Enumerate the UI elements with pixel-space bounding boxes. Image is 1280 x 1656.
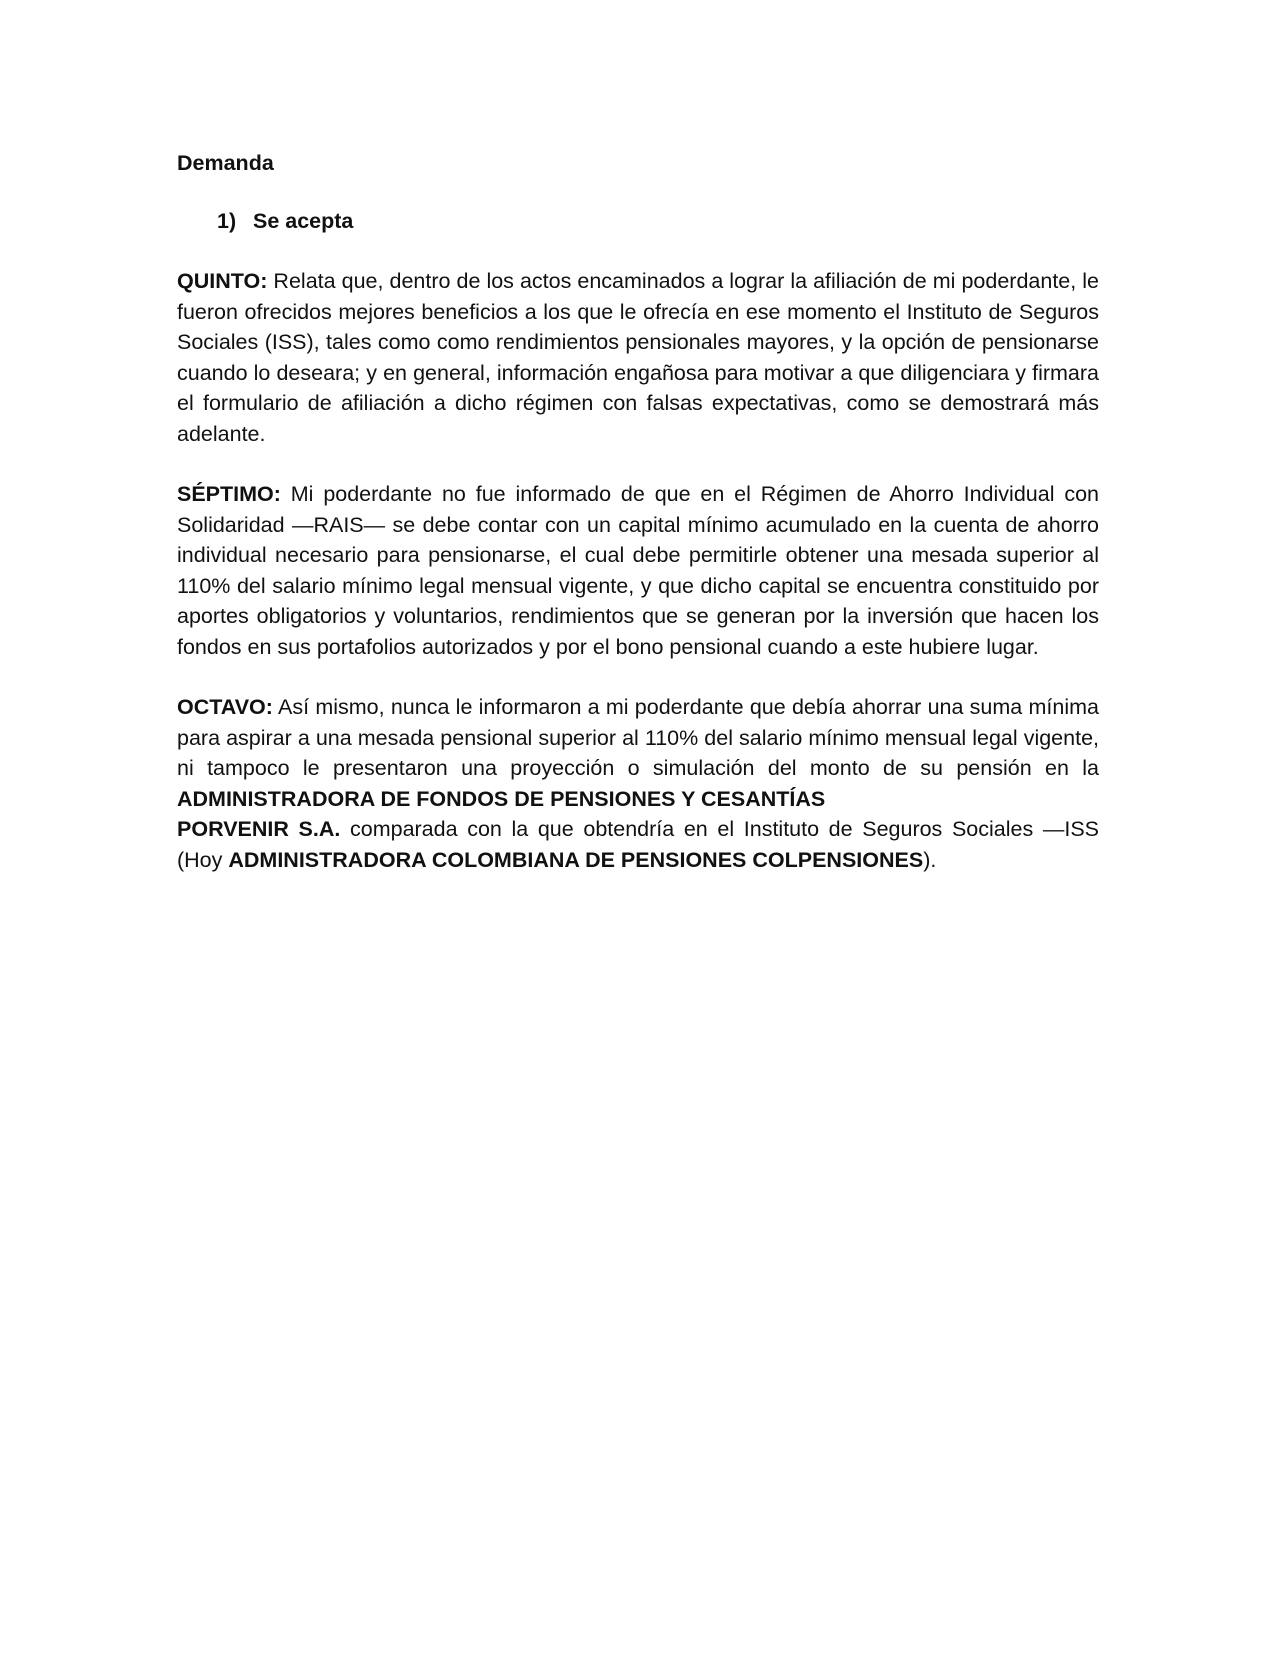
list-text: Se acepta	[253, 208, 354, 233]
section-heading: Demanda	[177, 151, 274, 175]
paragraph-septimo	[177, 479, 1099, 662]
paragraph-text: Mi poderdante no fue informado de que en el Régimen de Ahorro Individual con Solidaridad —RAIS— se debe contar con un capital mínimo acumulado en la cuenta de ahorro individual necesario para pensionarse, el cual debe permitirle obtener una mesada superior al 110% del salario mínimo legal mensual vigente, y que dicho capital se encuentra constituido por aportes obligatorios y voluntarios, rendimientos que se generan por la inversión que hacen los fondos en sus portafolios autorizados y por el bono pensional cuando a este hubiere lugar.	[177, 482, 1099, 659]
paragraph-text: Así mismo, nunca le informaron a mi poderdante que debía ahorrar una suma mínima para aspirar a una mesada pensional superior al 110% del salario mínimo mensual legal vigente, ni tampoco le presentaron una proyección o simulación del monto de su pensión en la	[177, 695, 1099, 780]
entity-name: PORVENIR S.A.	[177, 817, 341, 841]
list-number: 1)	[217, 208, 237, 233]
paragraph-label: SÉPTIMO:	[177, 482, 281, 506]
entity-name: ADMINISTRADORA COLOMBIANA DE PENSIONES COLPENSIONES	[228, 847, 924, 872]
paragraph-quinto	[177, 266, 1099, 449]
entity-name: ADMINISTRADORA DE FONDOS DE PENSIONES Y CESANTÍAS	[177, 786, 826, 811]
paragraph-text: Relata que, dentro de los actos encaminados a lograr la afiliación de mi poderdante, le fueron ofrecidos mejores beneficios a los que le ofrecía en ese momento el Instituto de Seguros Sociales (ISS), tales como como rendimientos pensionales mayores, y la opción de pensionarse cuando lo deseara; y en general, información engañosa para motivar a que diligenciara y firmara el formulario de afiliación a dicho régimen con falsas expectativas, como se demostrará más adelante.	[177, 269, 1099, 446]
document-body	[177, 148, 1099, 875]
paragraph-label: QUINTO:	[177, 269, 268, 293]
paragraph-text: comparada con la que obtendría en el Instituto de Seguros Sociales —ISS (Hoy	[177, 817, 1099, 872]
list-item	[217, 206, 1099, 237]
paragraph-text: ).	[923, 847, 937, 872]
paragraph-octavo	[177, 692, 1099, 875]
paragraph-label: OCTAVO:	[177, 695, 273, 719]
